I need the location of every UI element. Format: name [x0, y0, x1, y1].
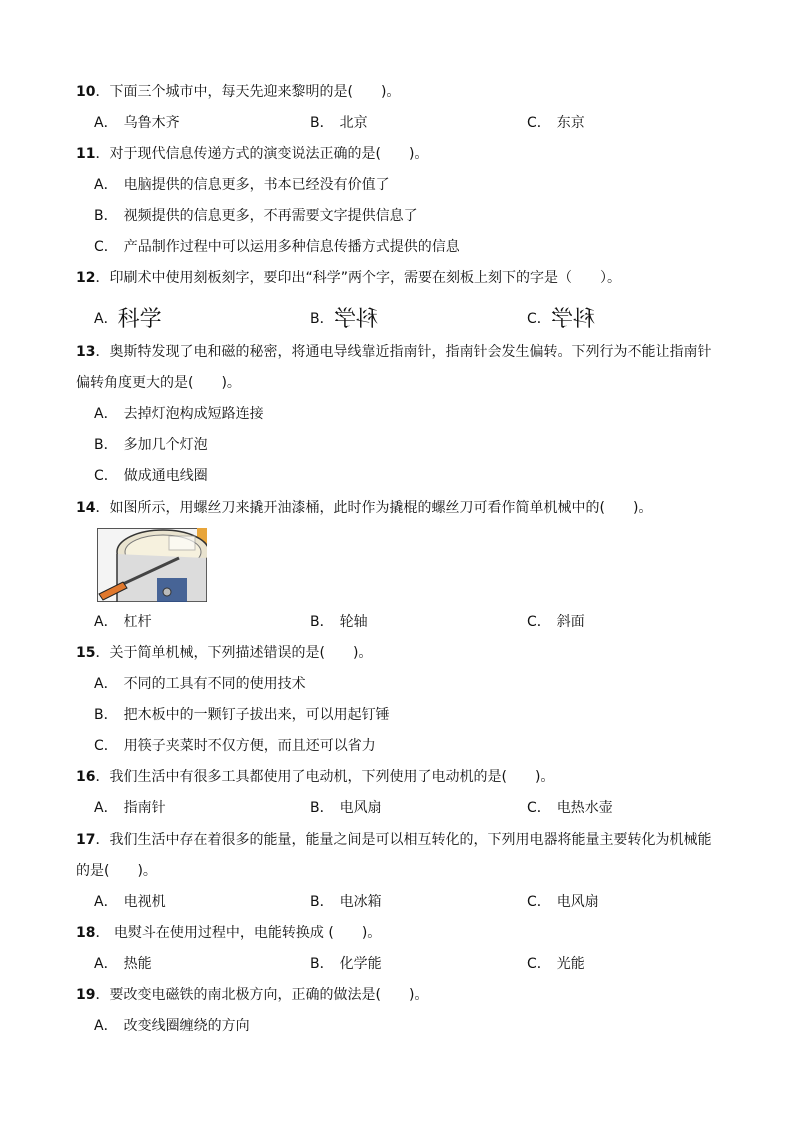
option-c: C． 斜面: [527, 614, 585, 630]
question-stem: ．要改变电磁铁的南北极方向，正确的做法是( )。: [95, 987, 429, 1003]
question-17: [76, 830, 711, 850]
option-b: B． 轮轴: [310, 614, 368, 630]
option-b: B． 化学能: [310, 956, 382, 972]
question-stem-continued: 偏转角度更大的是( )。: [76, 375, 241, 391]
question-16: [76, 767, 554, 787]
question-number: 16: [76, 769, 96, 785]
question-stem: ．奥斯特发现了电和磁的秘密，将通电导线靠近指南针，指南针会发生偏转。下列行为不能让指南针: [95, 344, 712, 360]
option-a: A．科学: [94, 302, 162, 333]
question-number: 19: [76, 987, 96, 1003]
option-a: A． 指南针: [94, 800, 166, 816]
question-number: 10: [76, 84, 96, 100]
question-11: [76, 144, 428, 164]
option-b: B． 电冰箱: [310, 894, 382, 910]
option-a: A． 乌鲁木齐: [94, 115, 180, 131]
question-stem: ．我们生活中存在着很多的能量，能量之间是可以相互转化的，下列用电器将能量主要转化为机械能: [95, 832, 712, 848]
option-c: C． 电风扇: [527, 894, 599, 910]
option-a: A． 改变线圈缠绕的方向: [94, 1018, 250, 1034]
question-number: 15: [76, 645, 96, 661]
paint-can-screwdriver-figure: [97, 528, 207, 602]
option-a: A． 电脑提供的信息更多，书本已经没有价值了: [94, 177, 390, 193]
option-c: C． 用筷子夹菜时不仅方便，而且还可以省力: [94, 738, 376, 754]
question-stem: ． 电熨斗在使用过程中，电能转换成 ( )。: [95, 925, 382, 941]
option-c: C． 光能: [527, 956, 585, 972]
option-a: A． 热能: [94, 956, 152, 972]
glyph-mirrored: 科学: [333, 307, 378, 332]
option-c: C． 产品制作过程中可以运用多种信息传播方式提供的信息: [94, 239, 460, 255]
question-18: [76, 923, 381, 943]
question-stem: ．关于简单机械，下列描述错误的是( )。: [95, 645, 373, 661]
question-number: 13: [76, 344, 96, 360]
option-a: A． 不同的工具有不同的使用技术: [94, 676, 306, 692]
option-b: B． 北京: [310, 115, 368, 131]
question-19: [76, 985, 428, 1005]
question-stem: ．对于现代信息传递方式的演变说法正确的是( )。: [95, 146, 429, 162]
question-number: 12: [76, 270, 96, 286]
option-c: C．科学: [527, 302, 595, 333]
option-b: B．科学: [310, 302, 378, 333]
option-a: A． 去掉灯泡构成短路连接: [94, 406, 264, 422]
question-stem: ．下面三个城市中，每天先迎来黎明的是( )。: [95, 84, 401, 100]
question-14: [76, 498, 652, 518]
question-stem: ．印刷术中使用刻板刻字，要印出“科学”两个字，需要在刻板上刻下的字是（ ）。: [95, 270, 621, 286]
option-a: A． 电视机: [94, 894, 166, 910]
option-b: B． 电风扇: [310, 800, 382, 816]
question-number: 17: [76, 832, 96, 848]
question-stem-continued: 的是( )。: [76, 863, 157, 879]
question-stem: ．如图所示，用螺丝刀来撬开油漆桶，此时作为撬棍的螺丝刀可看作简单机械中的( )。: [95, 500, 653, 516]
question-13: [76, 342, 711, 362]
glyph-mirrored-swapped: 科学: [550, 307, 595, 332]
option-b: B． 视频提供的信息更多，不再需要文字提供信息了: [94, 208, 418, 224]
question-number: 11: [76, 146, 96, 162]
question-12: [76, 268, 621, 288]
question-number: 18: [76, 925, 96, 941]
option-b: B． 多加几个灯泡: [94, 437, 208, 453]
question-15: [76, 643, 372, 663]
option-b: B． 把木板中的一颗钉子拔出来，可以用起钉锤: [94, 707, 390, 723]
option-c: C． 做成通电线圈: [94, 468, 208, 484]
glyph-normal: 科学: [117, 307, 162, 332]
option-c: C． 东京: [527, 115, 585, 131]
option-a: A． 杠杆: [94, 614, 152, 630]
question-10: [76, 82, 400, 102]
question-number: 14: [76, 500, 96, 516]
option-c: C． 电热水壶: [527, 800, 613, 816]
question-stem: ．我们生活中有很多工具都使用了电动机，下列使用了电动机的是( )。: [95, 769, 555, 785]
